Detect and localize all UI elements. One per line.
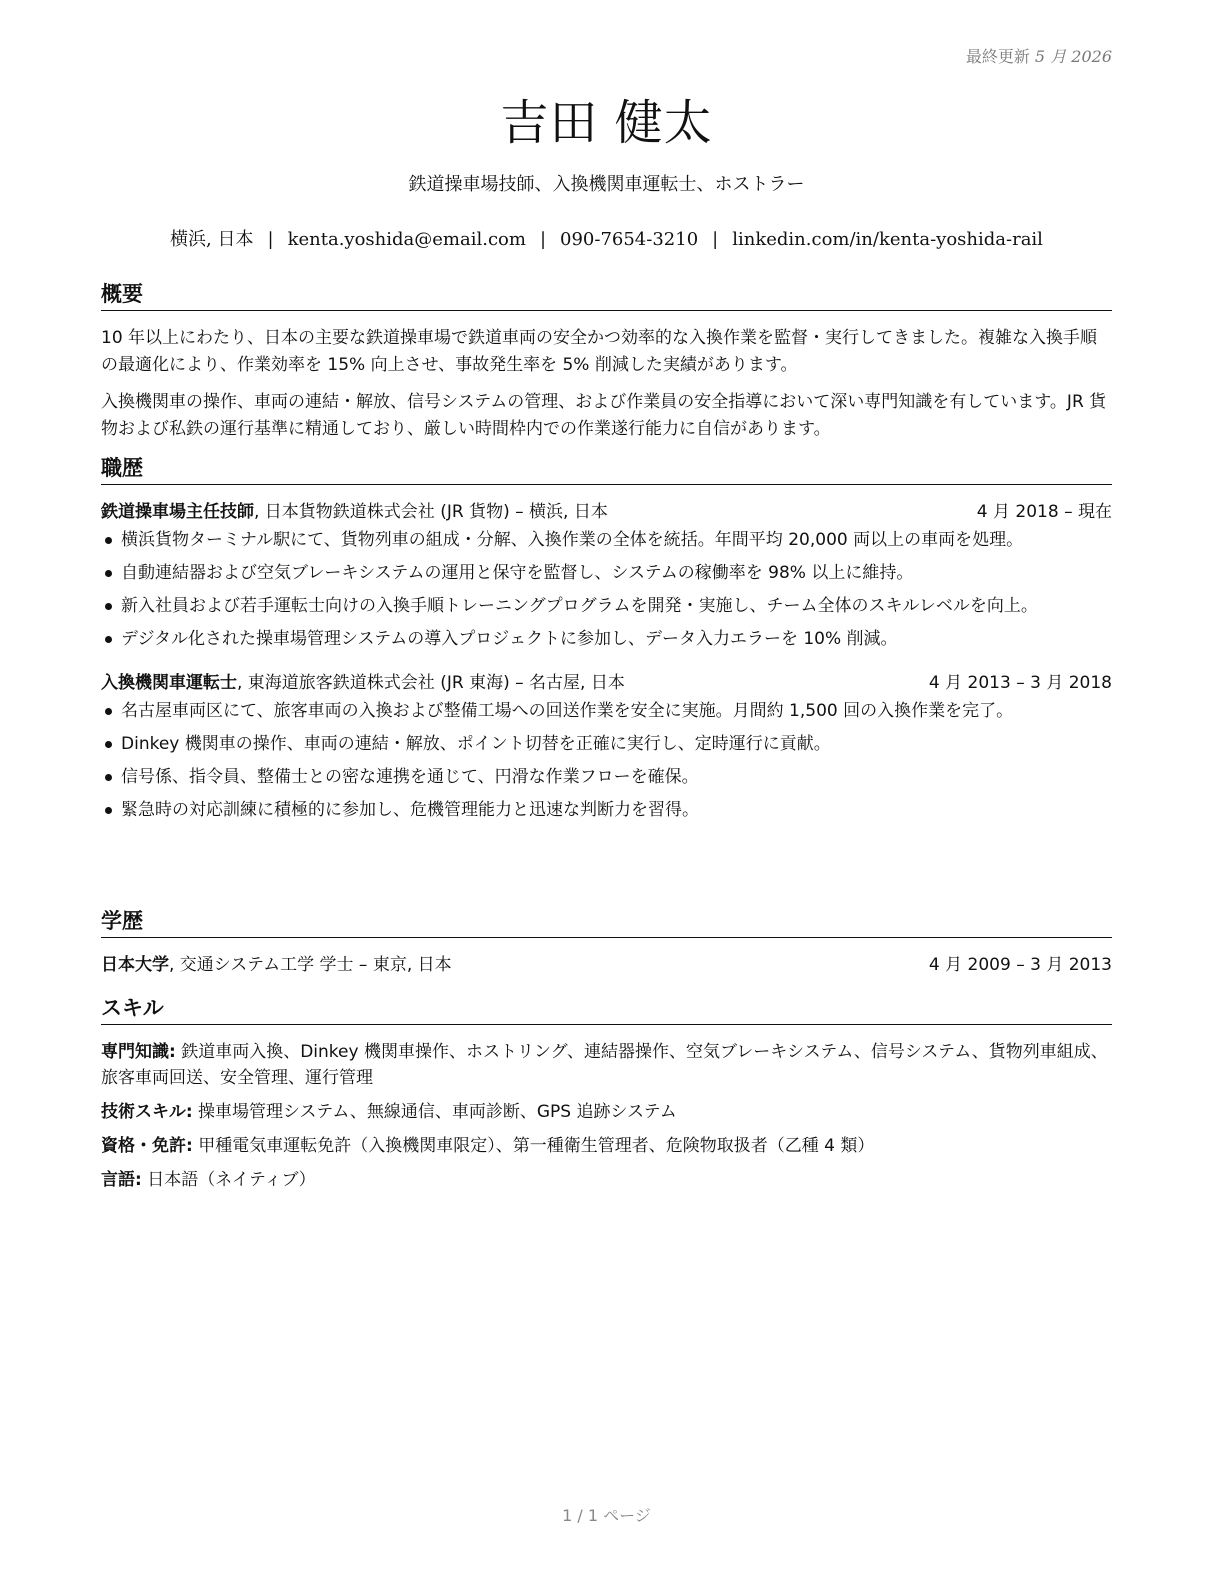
- skill-label: 技術スキル:: [101, 1102, 193, 1122]
- skill-value: 日本語（ネイティブ）: [141, 1170, 316, 1190]
- education-detail: , 交通システム工学 学士 – 東京, 日本: [169, 955, 452, 975]
- education-section: [101, 905, 1112, 978]
- job-entry: [101, 499, 1112, 652]
- section-title-summary: 概要: [101, 278, 1112, 311]
- contact-line: [101, 225, 1112, 251]
- job-entry: [101, 670, 1112, 823]
- job-bullet: デジタル化された操車場管理システムの導入プロジェクトに参加し、データ入力エラーを 10% 削減。: [101, 626, 1112, 652]
- last-updated-value: 5 月 2026: [1034, 47, 1112, 66]
- education-entry: [101, 952, 1112, 978]
- skill-value: 操車場管理システム、無線通信、車両診断、GPS 追跡システム: [192, 1102, 677, 1122]
- contact-separator: |: [712, 229, 719, 250]
- summary-paragraph: 入換機関車の操作、車両の連結・解放、信号システムの管理、および作業員の安全指導において深い専門知識を有しています。JR 貨物および私鉄の運行基準に精通しており、厳しい時間枠内での作業遂行能力に自信があります。: [101, 392, 1107, 439]
- skill-line: [101, 1039, 1112, 1091]
- contact-linkedin[interactable]: linkedin.com/in/kenta-yoshida-rail: [732, 229, 1043, 250]
- section-title-education: 学歴: [101, 905, 1112, 938]
- job-header: [101, 670, 1112, 696]
- job-bullet: 新入社員および若手運転士向けの入換手順トレーニングプログラムを開発・実施し、チーム全体のスキルレベルを向上。: [101, 593, 1112, 619]
- job-organization: , 日本貨物鉄道株式会社 (JR 貨物) – 横浜, 日本: [254, 502, 608, 522]
- skill-line: [101, 1133, 1112, 1159]
- job-header: [101, 499, 1112, 525]
- job-bullets: [101, 527, 1112, 652]
- experience-section: [101, 452, 1112, 830]
- skills-section: [101, 992, 1112, 1193]
- job-title-line: [101, 499, 608, 525]
- job-bullet: 自動連結器および空気ブレーキシステムの運用と保守を監督し、システムの稼働率を 98% 以上に維持。: [101, 560, 1112, 586]
- skill-value: 甲種電気車運転免許（入換機関車限定）、第一種衛生管理者、危険物取扱者（乙種 4 類）: [192, 1136, 875, 1156]
- section-title-skills: スキル: [101, 992, 1112, 1025]
- skill-label: 資格・免許:: [101, 1136, 193, 1156]
- contact-separator: |: [267, 229, 274, 250]
- skill-line: [101, 1167, 1112, 1193]
- candidate-headline: 鉄道操車場技師、入換機関車運転士、ホストラー: [408, 174, 805, 195]
- job-dates: 4 月 2013 – 3 月 2018: [928, 673, 1112, 693]
- contact-separator: |: [539, 229, 547, 250]
- skill-value: 鉄道車両入換、Dinkey 機関車操作、ホストリング、連結器操作、空気ブレーキシステム、信号システム、貨物列車組成、旅客車両回送、安全管理、運行管理: [101, 1042, 1108, 1088]
- section-title-experience: 職歴: [101, 452, 1112, 485]
- job-role: 入換機関車運転士: [101, 673, 237, 693]
- education-dates: 4 月 2009 – 3 月 2013: [928, 955, 1112, 975]
- job-bullet: 信号係、指令員、整備士との密な連携を通じて、円滑な作業フローを確保。: [101, 764, 1112, 790]
- skill-label: 言語:: [101, 1170, 142, 1190]
- education-school: 日本大学: [101, 955, 169, 975]
- contact-phone: 090-7654-3210: [560, 229, 699, 250]
- job-bullet: 緊急時の対応訓練に積極的に参加し、危機管理能力と迅速な判断力を習得。: [101, 797, 1112, 823]
- last-updated-label: 最終更新: [965, 47, 1030, 66]
- page-number-footer: 1 / 1 ページ: [562, 1506, 651, 1525]
- candidate-name: 吉田 健太: [500, 95, 713, 151]
- job-title-line: [101, 670, 625, 696]
- job-bullets: [101, 698, 1112, 823]
- job-bullet: 名古屋車両区にて、旅客車両の入換および整備工場への回送作業を安全に実施。月間約 1,500 回の入換作業を完了。: [101, 698, 1112, 724]
- job-bullet: Dinkey 機関車の操作、車両の連結・解放、ポイント切替を正確に実行し、定時運行に貢献。: [101, 731, 1112, 757]
- job-role: 鉄道操車場主任技師: [101, 502, 254, 522]
- job-bullet: 横浜貨物ターミナル駅にて、貨物列車の組成・分解、入換作業の全体を統括。年間平均 20,000 両以上の車両を処理。: [101, 527, 1112, 553]
- job-organization: , 東海道旅客鉄道株式会社 (JR 東海) – 名古屋, 日本: [237, 673, 625, 693]
- job-dates: 4 月 2018 – 現在: [976, 502, 1112, 522]
- summary-section: [101, 278, 1112, 443]
- skill-line: [101, 1099, 1112, 1125]
- summary-paragraph: 10 年以上にわたり、日本の主要な鉄道操車場で鉄道車両の安全かつ効率的な入換作業を監督・実行してきました。複雑な入換手順の最適化により、作業効率を 15% 向上させ、事故発生率を 5% 削減した実績があります。: [101, 328, 1098, 375]
- contact-location: 横浜, 日本: [170, 229, 254, 250]
- last-updated: [966, 44, 1112, 67]
- skill-label: 専門知識:: [101, 1042, 176, 1062]
- education-line: [101, 952, 452, 978]
- resume-page: [101, 0, 1112, 1584]
- contact-email[interactable]: kenta.yoshida@email.com: [287, 229, 526, 250]
